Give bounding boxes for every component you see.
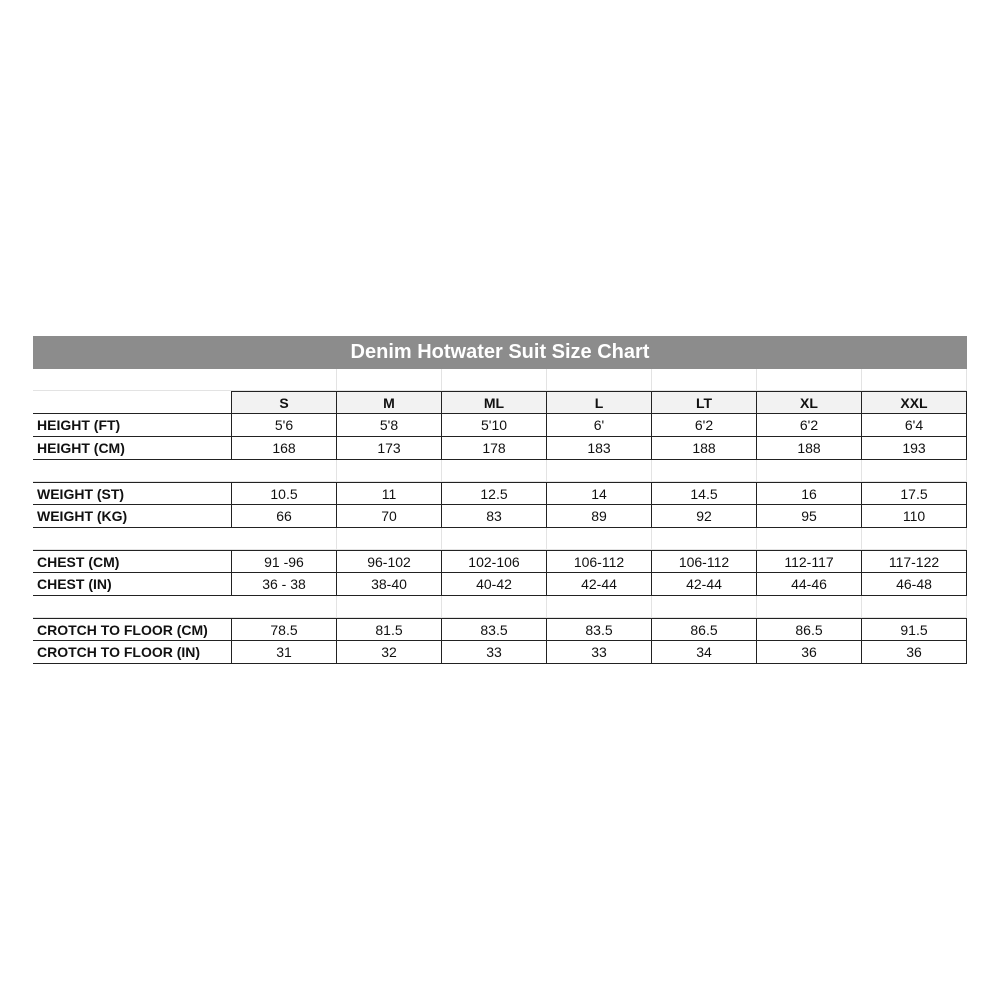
measurement-label: WEIGHT (ST) [33,482,232,505]
measurement-value: 14.5 [652,482,757,505]
size-header-cell: XL [757,391,862,414]
measurement-value: 83.5 [442,618,547,641]
size-header-cell: M [337,391,442,414]
measurement-value: 36 [757,641,862,664]
measurement-value: 106-112 [652,550,757,573]
measurement-value: 83.5 [547,618,652,641]
measurement-value: 66 [232,505,337,528]
measurement-value: 42-44 [547,573,652,596]
measurement-value: 112-117 [757,550,862,573]
measurement-row [33,437,967,460]
measurement-value: 6' [547,414,652,437]
measurement-value: 33 [547,641,652,664]
measurement-value: 86.5 [757,618,862,641]
measurement-value: 12.5 [442,482,547,505]
measurement-value: 11 [337,482,442,505]
measurement-row [33,550,967,573]
measurement-value: 31 [232,641,337,664]
measurement-groups [33,414,967,664]
measurement-value: 44-46 [757,573,862,596]
measurement-label: HEIGHT (CM) [33,437,232,460]
measurement-value: 78.5 [232,618,337,641]
measurement-value: 70 [337,505,442,528]
measurement-value: 34 [652,641,757,664]
measurement-row [33,505,967,528]
group-spacer-row [33,528,967,550]
measurement-row [33,482,967,505]
measurement-value: 86.5 [652,618,757,641]
measurement-value: 46-48 [862,573,967,596]
size-header-cell: ML [442,391,547,414]
size-header-cell: XXL [862,391,967,414]
size-chart [33,336,967,664]
group-spacer-row [33,460,967,482]
measurement-value: 16 [757,482,862,505]
group-spacer-row [33,596,967,618]
measurement-value: 95 [757,505,862,528]
measurement-row [33,618,967,641]
measurement-value: 36 [862,641,967,664]
measurement-value: 14 [547,482,652,505]
measurement-value: 83 [442,505,547,528]
measurement-value: 10.5 [232,482,337,505]
measurement-row [33,641,967,664]
measurement-value: 36 - 38 [232,573,337,596]
measurement-value: 33 [442,641,547,664]
measurement-label: CROTCH TO FLOOR (IN) [33,641,232,664]
measurement-value: 102-106 [442,550,547,573]
measurement-value: 110 [862,505,967,528]
size-header-cell: LT [652,391,757,414]
measurement-label: HEIGHT (FT) [33,414,232,437]
measurement-value: 6'2 [652,414,757,437]
measurement-row [33,573,967,596]
header-corner-cell [33,391,232,414]
measurement-value: 6'4 [862,414,967,437]
measurement-value: 32 [337,641,442,664]
chart-title: Denim Hotwater Suit Size Chart [33,336,967,369]
measurement-value: 117-122 [862,550,967,573]
size-header-cell: S [232,391,337,414]
measurement-value: 193 [862,437,967,460]
measurement-value: 5'6 [232,414,337,437]
measurement-value: 178 [442,437,547,460]
measurement-value: 38-40 [337,573,442,596]
measurement-value: 91.5 [862,618,967,641]
measurement-label: CHEST (CM) [33,550,232,573]
size-header-cell: L [547,391,652,414]
measurement-value: 42-44 [652,573,757,596]
measurement-value: 6'2 [757,414,862,437]
measurement-value: 92 [652,505,757,528]
measurement-value: 96-102 [337,550,442,573]
measurement-label: CROTCH TO FLOOR (CM) [33,618,232,641]
measurement-label: WEIGHT (KG) [33,505,232,528]
measurement-value: 81.5 [337,618,442,641]
measurement-label: CHEST (IN) [33,573,232,596]
measurement-value: 183 [547,437,652,460]
size-header-row [33,391,967,414]
measurement-value: 5'8 [337,414,442,437]
measurement-value: 89 [547,505,652,528]
measurement-value: 188 [757,437,862,460]
measurement-value: 5'10 [442,414,547,437]
spacer-row [33,369,967,391]
measurement-value: 188 [652,437,757,460]
measurement-value: 40-42 [442,573,547,596]
measurement-value: 91 -96 [232,550,337,573]
measurement-row [33,414,967,437]
measurement-value: 173 [337,437,442,460]
measurement-value: 106-112 [547,550,652,573]
measurement-value: 17.5 [862,482,967,505]
measurement-value: 168 [232,437,337,460]
